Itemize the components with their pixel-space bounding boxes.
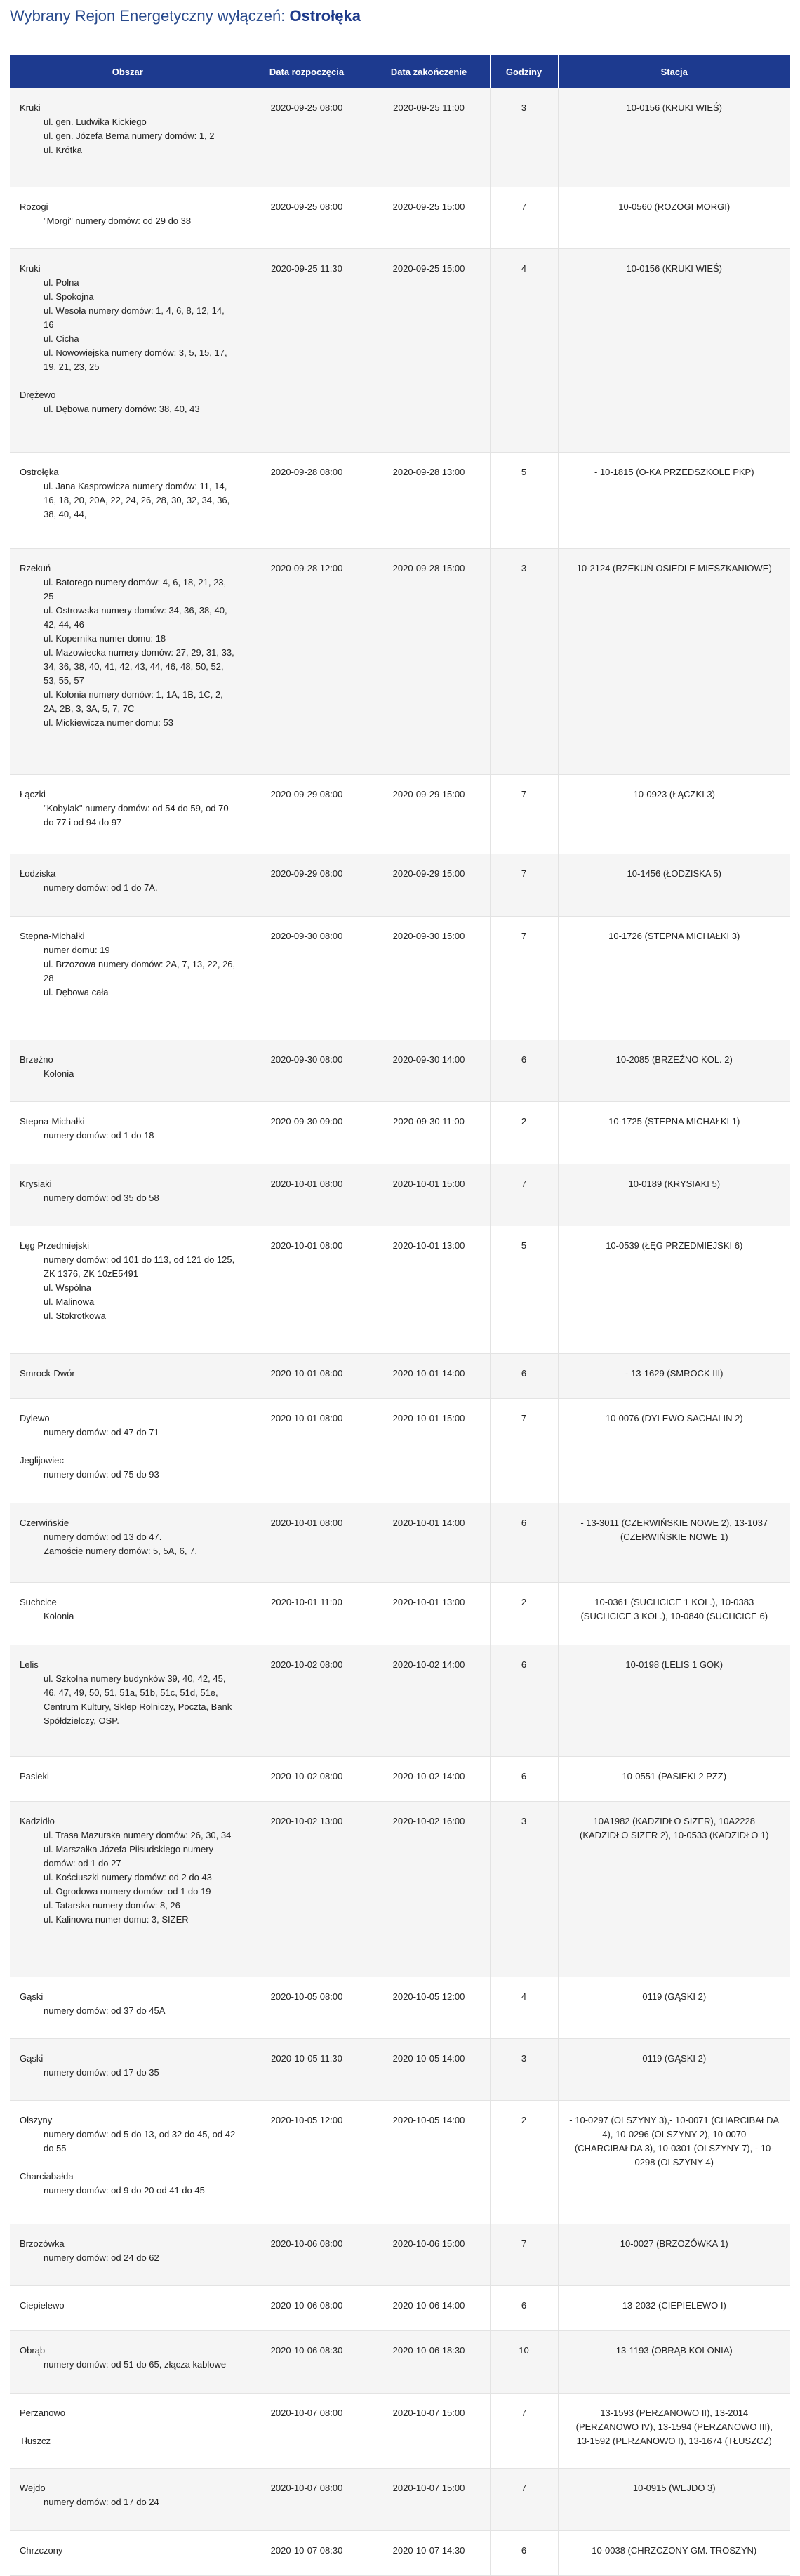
table-row bbox=[10, 187, 790, 248]
cell-start-date: 2020-10-01 08:00 bbox=[246, 1353, 368, 1398]
location-detail: ul. Spokojna bbox=[44, 291, 94, 302]
location-name: Chrzczony bbox=[20, 2544, 63, 2556]
cell-start-date: 2020-09-28 12:00 bbox=[246, 548, 368, 774]
location-detail: ul. Mazowiecka numery domów: 27, 29, 31, 33, 34, 36, 38, 40, 41, 42, 43, 44, 46, 48, 50, 52, 53, 55, 57 bbox=[44, 646, 234, 686]
cell-area bbox=[10, 1582, 246, 1645]
cell-hours: 6 bbox=[490, 1353, 558, 1398]
cell-hours: 7 bbox=[490, 1398, 558, 1503]
location-detail: numery domów: od 47 do 71 bbox=[44, 1426, 159, 1438]
cell-area bbox=[10, 1801, 246, 1977]
cell-end-date: 2020-10-02 14:00 bbox=[368, 1645, 490, 1756]
location-name: Tłuszcz bbox=[20, 2435, 51, 2446]
location-name: Lelis bbox=[20, 1659, 39, 1670]
location-name: Stepna-Michałki bbox=[20, 1115, 85, 1127]
location-name: Gąski bbox=[20, 2052, 44, 2064]
location-detail: Kolonia bbox=[44, 1610, 74, 1621]
table-row bbox=[10, 88, 790, 187]
cell-area bbox=[10, 2330, 246, 2393]
location-detail: ul. Ogrodowa numery domów: od 1 do 19 bbox=[44, 1885, 211, 1897]
location-name: Brzeźno bbox=[20, 1054, 53, 1065]
location-detail: ul. Stokrotkowa bbox=[44, 1310, 106, 1321]
heading-region: Ostrołęka bbox=[289, 7, 361, 25]
cell-start-date: 2020-10-01 08:00 bbox=[246, 1164, 368, 1226]
cell-start-date: 2020-09-25 08:00 bbox=[246, 88, 368, 187]
location-name: Kadzidło bbox=[20, 1815, 55, 1826]
cell-hours: 7 bbox=[490, 774, 558, 854]
location-name: Brzozówka bbox=[20, 2238, 65, 2249]
cell-hours: 6 bbox=[490, 1503, 558, 1582]
column-header-station[interactable]: Stacja bbox=[558, 55, 790, 88]
table-header-row bbox=[10, 55, 790, 88]
cell-area bbox=[10, 2285, 246, 2330]
cell-area bbox=[10, 1756, 246, 1801]
cell-end-date: 2020-09-25 15:00 bbox=[368, 248, 490, 452]
cell-hours: 2 bbox=[490, 2100, 558, 2224]
cell-station: - 10-0297 (OLSZYNY 3),- 10-0071 (CHARCIBAŁDA 4), 10-0296 (OLSZYNY 2), 10-0070 (CHARCIBAŁDA 3), 10-0301 (OLSZYNY 7), - 10-0298 (OLSZYNY 4) bbox=[558, 2100, 790, 2224]
cell-hours: 6 bbox=[490, 2530, 558, 2575]
cell-end-date: 2020-09-29 15:00 bbox=[368, 774, 490, 854]
cell-area bbox=[10, 854, 246, 916]
table-row bbox=[10, 1503, 790, 1582]
cell-start-date: 2020-09-29 08:00 bbox=[246, 774, 368, 854]
cell-hours: 2 bbox=[490, 1101, 558, 1164]
cell-hours: 3 bbox=[490, 1801, 558, 1977]
cell-station: 10-0076 (DYLEWO SACHALIN 2) bbox=[558, 1398, 790, 1503]
column-header-end[interactable]: Data zakończenie bbox=[368, 55, 490, 88]
cell-station: 10-0156 (KRUKI WIEŚ) bbox=[558, 248, 790, 452]
table-row bbox=[10, 248, 790, 452]
location-detail: ul. gen. Józefa Bema numery domów: 1, 2 bbox=[44, 131, 215, 141]
location-detail: numery domów: od 1 do 7A. bbox=[44, 882, 158, 893]
table-row bbox=[10, 916, 790, 1040]
table-row bbox=[10, 774, 790, 854]
cell-area bbox=[10, 2468, 246, 2530]
cell-start-date: 2020-10-06 08:00 bbox=[246, 2224, 368, 2285]
location-name: Rozogi bbox=[20, 201, 48, 212]
location-name: Olszyny bbox=[20, 2114, 53, 2125]
table-row bbox=[10, 2468, 790, 2530]
cell-area bbox=[10, 1040, 246, 1101]
location-detail: ul. Kolonia numery domów: 1, 1A, 1B, 1C, 2, 2A, 2B, 3, 3A, 5, 7, 7C bbox=[44, 689, 223, 714]
location-gap bbox=[20, 2156, 236, 2170]
location-detail: numer domu: 19 bbox=[44, 944, 110, 955]
cell-end-date: 2020-10-06 15:00 bbox=[368, 2224, 490, 2285]
location-detail: ul. Batorego numery domów: 4, 6, 18, 21, 23, 25 bbox=[44, 576, 227, 602]
cell-hours: 4 bbox=[490, 248, 558, 452]
location-name: Obrąb bbox=[20, 2344, 46, 2356]
cell-hours: 7 bbox=[490, 854, 558, 916]
cell-start-date: 2020-10-05 11:30 bbox=[246, 2038, 368, 2100]
cell-hours: 4 bbox=[490, 1977, 558, 2038]
table-row bbox=[10, 2224, 790, 2285]
cell-start-date: 2020-09-28 08:00 bbox=[246, 452, 368, 548]
cell-area bbox=[10, 2224, 246, 2285]
outage-table bbox=[10, 55, 790, 2576]
heading-prefix: Wybrany Rejon Energetyczny wyłączeń: bbox=[10, 7, 286, 25]
cell-station: 10-0198 (LELIS 1 GOK) bbox=[558, 1645, 790, 1756]
cell-station: 0119 (GĄSKI 2) bbox=[558, 2038, 790, 2100]
cell-station: 10-0189 (KRYSIAKI 5) bbox=[558, 1164, 790, 1226]
location-detail: numery domów: od 5 do 13, od 32 do 45, od 42 do 55 bbox=[44, 2128, 236, 2153]
table-row bbox=[10, 1398, 790, 1503]
cell-hours: 7 bbox=[490, 2468, 558, 2530]
location-detail: ul. Dębowa numery domów: 38, 40, 43 bbox=[44, 403, 200, 414]
cell-hours: 5 bbox=[490, 1226, 558, 1353]
location-detail: ul. Kalinowa numer domu: 3, SIZER bbox=[44, 1913, 189, 1925]
cell-end-date: 2020-09-28 15:00 bbox=[368, 548, 490, 774]
cell-hours: 3 bbox=[490, 2038, 558, 2100]
location-detail: ul. Trasa Mazurska numery domów: 26, 30, 34 bbox=[44, 1829, 232, 1840]
cell-end-date: 2020-10-01 13:00 bbox=[368, 1226, 490, 1353]
location-detail: ul. Tatarska numery domów: 8, 26 bbox=[44, 1899, 180, 1911]
location-detail: ul. Polna bbox=[44, 277, 79, 288]
cell-end-date: 2020-10-02 14:00 bbox=[368, 1756, 490, 1801]
cell-start-date: 2020-09-30 08:00 bbox=[246, 1040, 368, 1101]
cell-start-date: 2020-10-07 08:00 bbox=[246, 2468, 368, 2530]
table-row bbox=[10, 1353, 790, 1398]
location-name: Czerwińskie bbox=[20, 1517, 69, 1528]
cell-station: 13-2032 (CIEPIELEWO I) bbox=[558, 2285, 790, 2330]
location-name: Suchcice bbox=[20, 1596, 57, 1607]
cell-hours: 7 bbox=[490, 2393, 558, 2468]
cell-start-date: 2020-10-02 08:00 bbox=[246, 1756, 368, 1801]
cell-area bbox=[10, 1353, 246, 1398]
cell-station: - 10-1815 (O-KA PRZEDSZKOLE PKP) bbox=[558, 452, 790, 548]
location-name: Jeglijowiec bbox=[20, 1454, 64, 1466]
cell-end-date: 2020-10-06 18:30 bbox=[368, 2330, 490, 2393]
location-name: Stepna-Michałki bbox=[20, 930, 85, 941]
location-detail: ul. gen. Ludwika Kickiego bbox=[44, 117, 147, 127]
location-detail: Kolonia bbox=[44, 1068, 74, 1079]
cell-area bbox=[10, 187, 246, 248]
cell-area bbox=[10, 452, 246, 548]
cell-start-date: 2020-10-07 08:30 bbox=[246, 2530, 368, 2575]
page-heading bbox=[0, 0, 800, 55]
cell-start-date: 2020-10-02 08:00 bbox=[246, 1645, 368, 1756]
cell-area bbox=[10, 1503, 246, 1582]
table-row bbox=[10, 548, 790, 774]
column-header-area[interactable]: Obszar bbox=[10, 55, 246, 88]
cell-station: 10-0361 (SUCHCICE 1 KOL.), 10-0383 (SUCHCICE 3 KOL.), 10-0840 (SUCHCICE 6) bbox=[558, 1582, 790, 1645]
cell-area bbox=[10, 88, 246, 187]
cell-area bbox=[10, 2038, 246, 2100]
column-header-start[interactable]: Data rozpoczęcia bbox=[246, 55, 368, 88]
cell-station: 0119 (GĄSKI 2) bbox=[558, 1977, 790, 2038]
cell-station: - 13-1629 (SMROCK III) bbox=[558, 1353, 790, 1398]
cell-hours: 6 bbox=[490, 1040, 558, 1101]
location-detail: "Morgi" numery domów: od 29 do 38 bbox=[44, 215, 192, 226]
location-name: Krysiaki bbox=[20, 1178, 52, 1189]
location-name: Drężewo bbox=[20, 389, 56, 400]
cell-start-date: 2020-10-01 08:00 bbox=[246, 1503, 368, 1582]
location-detail: ul. Krótka bbox=[44, 145, 82, 155]
location-detail: numery domów: od 17 do 24 bbox=[44, 2496, 159, 2507]
cell-station: 10-0923 (ŁĄCZKI 3) bbox=[558, 774, 790, 854]
cell-hours: 6 bbox=[490, 2285, 558, 2330]
table-row bbox=[10, 1040, 790, 1101]
cell-station: 10A1982 (KADZIDŁO SIZER), 10A2228 (KADZIDŁO SIZER 2), 10-0533 (KADZIDŁO 1) bbox=[558, 1801, 790, 1977]
cell-hours: 10 bbox=[490, 2330, 558, 2393]
cell-area bbox=[10, 1226, 246, 1353]
location-detail: ul. Ostrowska numery domów: 34, 36, 38, 40, 42, 44, 46 bbox=[44, 604, 227, 630]
cell-end-date: 2020-10-07 15:00 bbox=[368, 2393, 490, 2468]
cell-station: 10-1725 (STEPNA MICHAŁKI 1) bbox=[558, 1101, 790, 1164]
cell-area bbox=[10, 1977, 246, 2038]
table-row bbox=[10, 2285, 790, 2330]
table-row bbox=[10, 2100, 790, 2224]
cell-station: 10-0027 (BRZOZÓWKA 1) bbox=[558, 2224, 790, 2285]
location-detail: ul. Cicha bbox=[44, 333, 79, 344]
location-name: Pasieki bbox=[20, 1770, 49, 1781]
location-detail: numery domów: od 17 do 35 bbox=[44, 2066, 159, 2078]
cell-hours: 2 bbox=[490, 1582, 558, 1645]
cell-start-date: 2020-10-06 08:30 bbox=[246, 2330, 368, 2393]
cell-hours: 7 bbox=[490, 1164, 558, 1226]
cell-start-date: 2020-09-30 09:00 bbox=[246, 1101, 368, 1164]
cell-station: 10-0038 (CHRZCZONY GM. TROSZYN) bbox=[558, 2530, 790, 2575]
location-detail: "Kobylak" numery domów: od 54 do 59, od 70 do 77 i od 94 do 97 bbox=[44, 802, 229, 828]
location-name: Smrock-Dwór bbox=[20, 1367, 75, 1379]
cell-start-date: 2020-09-25 11:30 bbox=[246, 248, 368, 452]
location-detail: numery domów: od 24 do 62 bbox=[44, 2252, 159, 2263]
cell-station: 10-2124 (RZEKUŃ OSIEDLE MIESZKANIOWE) bbox=[558, 548, 790, 774]
location-name: Gąski bbox=[20, 1991, 44, 2002]
location-detail: ul. Kościuszki numery domów: od 2 do 43 bbox=[44, 1871, 212, 1883]
location-name: Kruki bbox=[20, 263, 41, 274]
cell-start-date: 2020-10-06 08:00 bbox=[246, 2285, 368, 2330]
table-row bbox=[10, 2330, 790, 2393]
location-name: Ostrołęka bbox=[20, 466, 59, 477]
location-detail: ul. Marszałka Józefa Piłsudskiego numery domów: od 1 do 27 bbox=[44, 1843, 214, 1868]
location-detail: numery domów: od 13 do 47. bbox=[44, 1531, 162, 1542]
cell-end-date: 2020-10-01 15:00 bbox=[368, 1398, 490, 1503]
cell-end-date: 2020-10-01 13:00 bbox=[368, 1582, 490, 1645]
cell-end-date: 2020-10-07 14:30 bbox=[368, 2530, 490, 2575]
cell-hours: 6 bbox=[490, 1645, 558, 1756]
table-row bbox=[10, 1756, 790, 1801]
table-row bbox=[10, 1164, 790, 1226]
cell-end-date: 2020-10-05 12:00 bbox=[368, 1977, 490, 2038]
table-row bbox=[10, 1801, 790, 1977]
location-name: Wejdo bbox=[20, 2482, 46, 2493]
cell-hours: 7 bbox=[490, 2224, 558, 2285]
location-detail: numery domów: od 75 do 93 bbox=[44, 1468, 159, 1480]
cell-end-date: 2020-10-02 16:00 bbox=[368, 1801, 490, 1977]
column-header-hours[interactable]: Godziny bbox=[490, 55, 558, 88]
cell-start-date: 2020-09-29 08:00 bbox=[246, 854, 368, 916]
cell-hours: 7 bbox=[490, 916, 558, 1040]
cell-start-date: 2020-10-02 13:00 bbox=[246, 1801, 368, 1977]
location-name: Ciepielewo bbox=[20, 2299, 65, 2311]
cell-end-date: 2020-09-29 15:00 bbox=[368, 854, 490, 916]
cell-area bbox=[10, 1398, 246, 1503]
location-name: Perzanowo bbox=[20, 2407, 66, 2418]
cell-area bbox=[10, 248, 246, 452]
cell-hours: 6 bbox=[490, 1756, 558, 1801]
cell-end-date: 2020-10-01 14:00 bbox=[368, 1353, 490, 1398]
cell-area bbox=[10, 2393, 246, 2468]
cell-start-date: 2020-10-07 08:00 bbox=[246, 2393, 368, 2468]
location-detail: ul. Brzozowa numery domów: 2A, 7, 13, 22, 26, 28 bbox=[44, 958, 236, 983]
cell-station: 10-0560 (ROZOGI MORGI) bbox=[558, 187, 790, 248]
cell-station: 10-0539 (ŁĘG PRZEDMIEJSKI 6) bbox=[558, 1226, 790, 1353]
location-detail: ul. Wspólna bbox=[44, 1282, 91, 1293]
cell-area bbox=[10, 1645, 246, 1756]
location-detail: numery domów: od 35 do 58 bbox=[44, 1192, 159, 1203]
location-name: Kruki bbox=[20, 102, 41, 113]
cell-end-date: 2020-09-30 15:00 bbox=[368, 916, 490, 1040]
location-detail: numery domów: od 101 do 113, od 121 do 125, ZK 1376, ZK 10zE5491 bbox=[44, 1254, 235, 1279]
cell-station: 13-1193 (OBRĄB KOLONIA) bbox=[558, 2330, 790, 2393]
table-row bbox=[10, 2530, 790, 2575]
cell-start-date: 2020-09-30 08:00 bbox=[246, 916, 368, 1040]
cell-area bbox=[10, 2100, 246, 2224]
table-row bbox=[10, 452, 790, 548]
cell-start-date: 2020-10-01 08:00 bbox=[246, 1226, 368, 1353]
cell-hours: 3 bbox=[490, 88, 558, 187]
cell-start-date: 2020-10-01 08:00 bbox=[246, 1398, 368, 1503]
location-detail: numery domów: od 9 do 20 od 41 do 45 bbox=[44, 2184, 205, 2196]
table-row bbox=[10, 2038, 790, 2100]
location-detail: Zamoście numery domów: 5, 5A, 6, 7, bbox=[44, 1545, 197, 1556]
cell-end-date: 2020-10-01 15:00 bbox=[368, 1164, 490, 1226]
cell-start-date: 2020-09-25 08:00 bbox=[246, 187, 368, 248]
cell-end-date: 2020-09-25 11:00 bbox=[368, 88, 490, 187]
cell-end-date: 2020-09-30 14:00 bbox=[368, 1040, 490, 1101]
location-name: Łączki bbox=[20, 788, 46, 799]
cell-station: 10-0156 (KRUKI WIEŚ) bbox=[558, 88, 790, 187]
table-row bbox=[10, 1977, 790, 2038]
location-detail: ul. Wesoła numery domów: 1, 4, 6, 8, 12, 14, 16 bbox=[44, 305, 225, 330]
location-name: Dylewo bbox=[20, 1412, 50, 1423]
cell-end-date: 2020-09-30 11:00 bbox=[368, 1101, 490, 1164]
location-name: Charciabałda bbox=[20, 2170, 74, 2182]
location-name: Rzekuń bbox=[20, 562, 51, 573]
cell-end-date: 2020-10-06 14:00 bbox=[368, 2285, 490, 2330]
table-row bbox=[10, 1226, 790, 1353]
cell-area bbox=[10, 774, 246, 854]
table-row bbox=[10, 1582, 790, 1645]
cell-station: 10-1456 (ŁODZISKA 5) bbox=[558, 854, 790, 916]
cell-station: 10-0915 (WEJDO 3) bbox=[558, 2468, 790, 2530]
cell-area bbox=[10, 1164, 246, 1226]
location-detail: ul. Malinowa bbox=[44, 1296, 95, 1307]
cell-station: 10-2085 (BRZEŹNO KOL. 2) bbox=[558, 1040, 790, 1101]
cell-start-date: 2020-10-05 12:00 bbox=[246, 2100, 368, 2224]
cell-end-date: 2020-10-01 14:00 bbox=[368, 1503, 490, 1582]
table-row bbox=[10, 1101, 790, 1164]
location-gap bbox=[20, 374, 236, 388]
location-detail: numery domów: od 37 do 45A bbox=[44, 2005, 166, 2016]
cell-end-date: 2020-09-25 15:00 bbox=[368, 187, 490, 248]
cell-end-date: 2020-10-05 14:00 bbox=[368, 2100, 490, 2224]
cell-end-date: 2020-09-28 13:00 bbox=[368, 452, 490, 548]
location-detail: ul. Dębowa cała bbox=[44, 986, 109, 997]
location-detail: numery domów: od 1 do 18 bbox=[44, 1129, 154, 1141]
cell-area bbox=[10, 548, 246, 774]
cell-area bbox=[10, 1101, 246, 1164]
location-name: Łodziska bbox=[20, 868, 56, 879]
cell-end-date: 2020-10-05 14:00 bbox=[368, 2038, 490, 2100]
location-gap bbox=[20, 2420, 236, 2434]
cell-hours: 7 bbox=[490, 187, 558, 248]
table-body bbox=[10, 88, 790, 2575]
location-name: Łęg Przedmiejski bbox=[20, 1240, 89, 1251]
table-row bbox=[10, 1645, 790, 1756]
cell-station: 10-1726 (STEPNA MICHAŁKI 3) bbox=[558, 916, 790, 1040]
location-detail: ul. Mickiewicza numer domu: 53 bbox=[44, 717, 173, 728]
location-detail: ul. Jana Kasprowicza numery domów: 11, 14, 16, 18, 20, 20A, 22, 24, 26, 28, 30, 32, 34, 36, 38, 40, 44, bbox=[44, 480, 230, 519]
location-detail: ul. Szkolna numery budynków 39, 40, 42, 45, 46, 47, 49, 50, 51, 51a, 51b, 51c, 51d, 51e, Centrum Kultury, Sklep Rolniczy, Poczta, Bank Spółdzielczy, OSP. bbox=[44, 1673, 232, 1726]
table-row bbox=[10, 854, 790, 916]
cell-hours: 5 bbox=[490, 452, 558, 548]
cell-area bbox=[10, 2530, 246, 2575]
location-detail: numery domów: od 51 do 65, złącza kablowe bbox=[44, 2358, 227, 2370]
cell-station: 10-0551 (PASIEKI 2 PZZ) bbox=[558, 1756, 790, 1801]
location-detail: ul. Kopernika numer domu: 18 bbox=[44, 632, 166, 644]
cell-station: 13-1593 (PERZANOWO II), 13-2014 (PERZANOWO IV), 13-1594 (PERZANOWO III), 13-1592 (PERZANOWO I), 13-1674 (TŁUSZCZ) bbox=[558, 2393, 790, 2468]
cell-hours: 3 bbox=[490, 548, 558, 774]
cell-start-date: 2020-10-05 08:00 bbox=[246, 1977, 368, 2038]
cell-end-date: 2020-10-07 15:00 bbox=[368, 2468, 490, 2530]
cell-area bbox=[10, 916, 246, 1040]
cell-station: - 13-3011 (CZERWIŃSKIE NOWE 2), 13-1037 (CZERWIŃSKIE NOWE 1) bbox=[558, 1503, 790, 1582]
location-gap bbox=[20, 1440, 236, 1454]
location-detail: ul. Nowowiejska numery domów: 3, 5, 15, 17, 19, 21, 23, 25 bbox=[44, 347, 227, 372]
table-row bbox=[10, 2393, 790, 2468]
cell-start-date: 2020-10-01 11:00 bbox=[246, 1582, 368, 1645]
